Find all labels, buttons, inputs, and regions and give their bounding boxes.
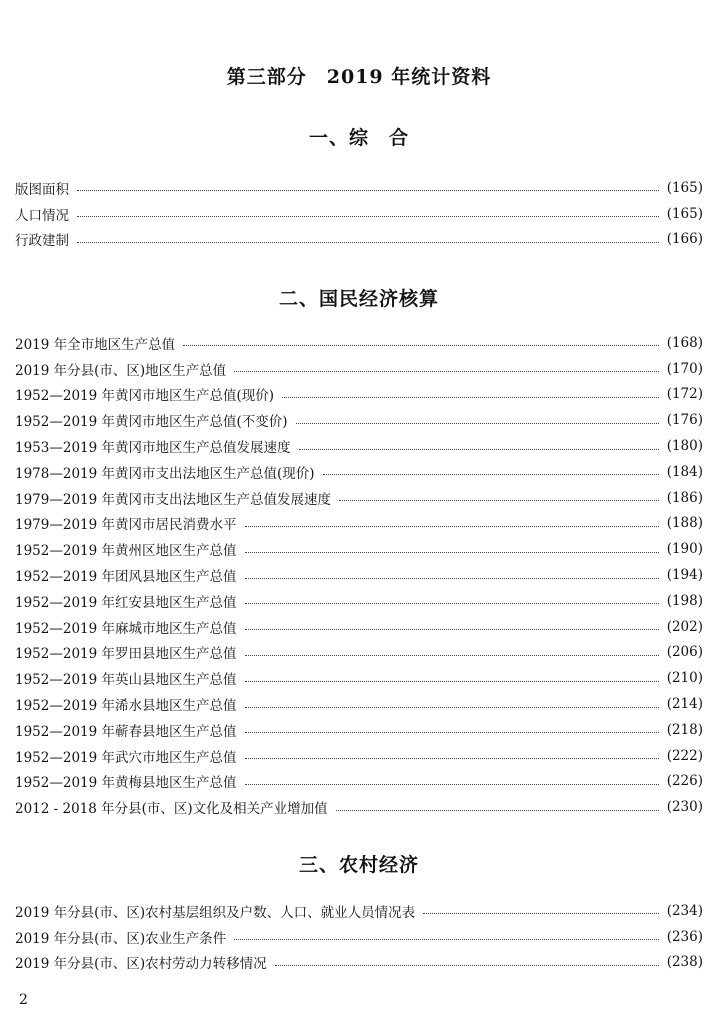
part-title: 第三部分 2019 年统计资料 — [226, 66, 492, 88]
toc-entry-page: (165) — [666, 179, 703, 196]
toc-entry-label: 1952—2019 年麻城市地区生产总值 — [15, 620, 237, 637]
toc-entry[interactable] — [15, 511, 703, 537]
dot-leader — [339, 500, 659, 501]
toc-entry-page: (172) — [666, 386, 703, 403]
toc-entry-page: (165) — [666, 205, 703, 222]
toc-entry-page: (214) — [666, 696, 703, 713]
toc-entry[interactable] — [15, 356, 703, 382]
toc-entry-label: 版图面积 — [15, 181, 69, 198]
toc-entry-label: 1952—2019 年团风县地区生产总值 — [15, 569, 237, 586]
toc-entry-page: (186) — [666, 489, 703, 506]
dot-leader — [183, 345, 659, 346]
toc-entry[interactable] — [15, 227, 703, 253]
toc-entry-label: 1979—2019 年黄冈市居民消费水平 — [15, 517, 237, 534]
toc-entry[interactable] — [15, 201, 703, 227]
toc-entry-label: 1978—2019 年黄冈市支出法地区生产总值(现价) — [15, 465, 315, 482]
toc-entry[interactable] — [15, 898, 703, 924]
toc-list-national-accounts — [15, 330, 703, 820]
toc-entry-label: 人口情况 — [15, 207, 69, 224]
dot-leader — [282, 397, 659, 398]
toc-entry[interactable] — [15, 691, 703, 717]
toc-entry-label: 2012 - 2018 年分县(市、区)文化及相关产业增加值 — [15, 801, 328, 818]
toc-entry-page: (180) — [666, 438, 703, 455]
toc-entry-label: 1952—2019 年浠水县地区生产总值 — [15, 698, 237, 715]
toc-list-rural-economy — [15, 898, 703, 975]
dot-leader — [245, 629, 659, 630]
toc-entry-page: (234) — [666, 902, 703, 919]
dot-leader — [245, 578, 659, 579]
toc-entry[interactable] — [15, 433, 703, 459]
toc-entry-page: (166) — [666, 231, 703, 248]
toc-entry-page: (168) — [666, 334, 703, 351]
toc-entry-label: 1952—2019 年红安县地区生产总值 — [15, 594, 237, 611]
toc-list-general — [15, 175, 703, 252]
toc-entry[interactable] — [15, 950, 703, 976]
toc-entry-label: 2019 年分县(市、区)农村劳动力转移情况 — [15, 956, 267, 973]
toc-entry-page: (210) — [666, 670, 703, 687]
toc-entry-page: (194) — [666, 567, 703, 584]
toc-entry[interactable] — [15, 382, 703, 408]
toc-entry-page: (206) — [666, 644, 703, 661]
toc-entry-page: (184) — [666, 463, 703, 480]
dot-leader — [336, 810, 659, 811]
dot-leader — [245, 732, 659, 733]
toc-entry[interactable] — [15, 743, 703, 769]
toc-entry-page: (170) — [666, 360, 703, 377]
toc-entry-label: 1952—2019 年黄梅县地区生产总值 — [15, 775, 237, 792]
dot-leader — [245, 603, 659, 604]
toc-entry-label: 2019 年全市地区生产总值 — [15, 336, 176, 353]
toc-entry-page: (226) — [666, 773, 703, 790]
toc-entry[interactable] — [15, 407, 703, 433]
dot-leader — [245, 784, 659, 785]
dot-leader — [296, 423, 659, 424]
toc-entry[interactable] — [15, 717, 703, 743]
dot-leader — [245, 758, 659, 759]
toc-entry-page: (218) — [666, 721, 703, 738]
toc-entry-label: 1952—2019 年蕲春县地区生产总值 — [15, 723, 237, 740]
toc-entry-page: (176) — [666, 412, 703, 429]
toc-entry-page: (230) — [666, 799, 703, 816]
dot-leader — [323, 474, 659, 475]
toc-entry-page: (236) — [666, 928, 703, 945]
toc-entry[interactable] — [15, 640, 703, 666]
toc-entry-label: 1953—2019 年黄冈市地区生产总值发展速度 — [15, 440, 291, 457]
page-number: 2 — [19, 992, 28, 1008]
toc-entry-page: (238) — [666, 954, 703, 971]
toc-entry-label: 1952—2019 年罗田县地区生产总值 — [15, 646, 237, 663]
dot-leader — [245, 707, 659, 708]
dot-leader — [423, 913, 659, 914]
toc-entry[interactable] — [15, 175, 703, 201]
toc-entry[interactable] — [15, 794, 703, 820]
toc-entry-page: (222) — [666, 747, 703, 764]
dot-leader — [77, 242, 659, 243]
section-title-general: 一、综 合 — [308, 127, 409, 149]
section-title-rural-economy: 三、农村经济 — [298, 854, 419, 876]
toc-entry-label: 1952—2019 年黄冈市地区生产总值(现价) — [15, 388, 275, 405]
toc-entry-label: 2019 年分县(市、区)农村基层组织及户数、人口、就业人员情况表 — [15, 904, 416, 921]
toc-entry-label: 行政建制 — [15, 233, 69, 250]
toc-entry[interactable] — [15, 459, 703, 485]
toc-entry[interactable] — [15, 588, 703, 614]
toc-entry-label: 1952—2019 年黄冈市地区生产总值(不变价) — [15, 414, 288, 431]
toc-entry[interactable] — [15, 562, 703, 588]
toc-entry-page: (190) — [666, 541, 703, 558]
dot-leader — [275, 965, 659, 966]
toc-entry[interactable] — [15, 614, 703, 640]
dot-leader — [234, 371, 659, 372]
dot-leader — [245, 526, 659, 527]
toc-entry[interactable] — [15, 924, 703, 950]
dot-leader — [77, 216, 659, 217]
toc-entry[interactable] — [15, 536, 703, 562]
toc-entry-label: 1979—2019 年黄冈市支出法地区生产总值发展速度 — [15, 491, 332, 508]
section-title-national-accounts: 二、国民经济核算 — [278, 288, 439, 310]
toc-entry-page: (198) — [666, 592, 703, 609]
toc-entry-label: 2019 年分县(市、区)农业生产条件 — [15, 930, 227, 947]
dot-leader — [234, 939, 659, 940]
toc-entry[interactable] — [15, 665, 703, 691]
dot-leader — [245, 655, 659, 656]
dot-leader — [77, 190, 659, 191]
toc-entry-label: 1952—2019 年黄州区地区生产总值 — [15, 543, 237, 560]
toc-entry-page: (188) — [666, 515, 703, 532]
dot-leader — [245, 681, 659, 682]
dot-leader — [245, 552, 659, 553]
toc-entry[interactable] — [15, 769, 703, 795]
toc-entry-label: 2019 年分县(市、区)地区生产总值 — [15, 362, 227, 379]
toc-entry[interactable] — [15, 330, 703, 356]
dot-leader — [299, 449, 659, 450]
toc-entry-label: 1952—2019 年武穴市地区生产总值 — [15, 749, 237, 766]
toc-entry-page: (202) — [666, 618, 703, 635]
toc-entry-label: 1952—2019 年英山县地区生产总值 — [15, 672, 237, 689]
toc-entry[interactable] — [15, 485, 703, 511]
